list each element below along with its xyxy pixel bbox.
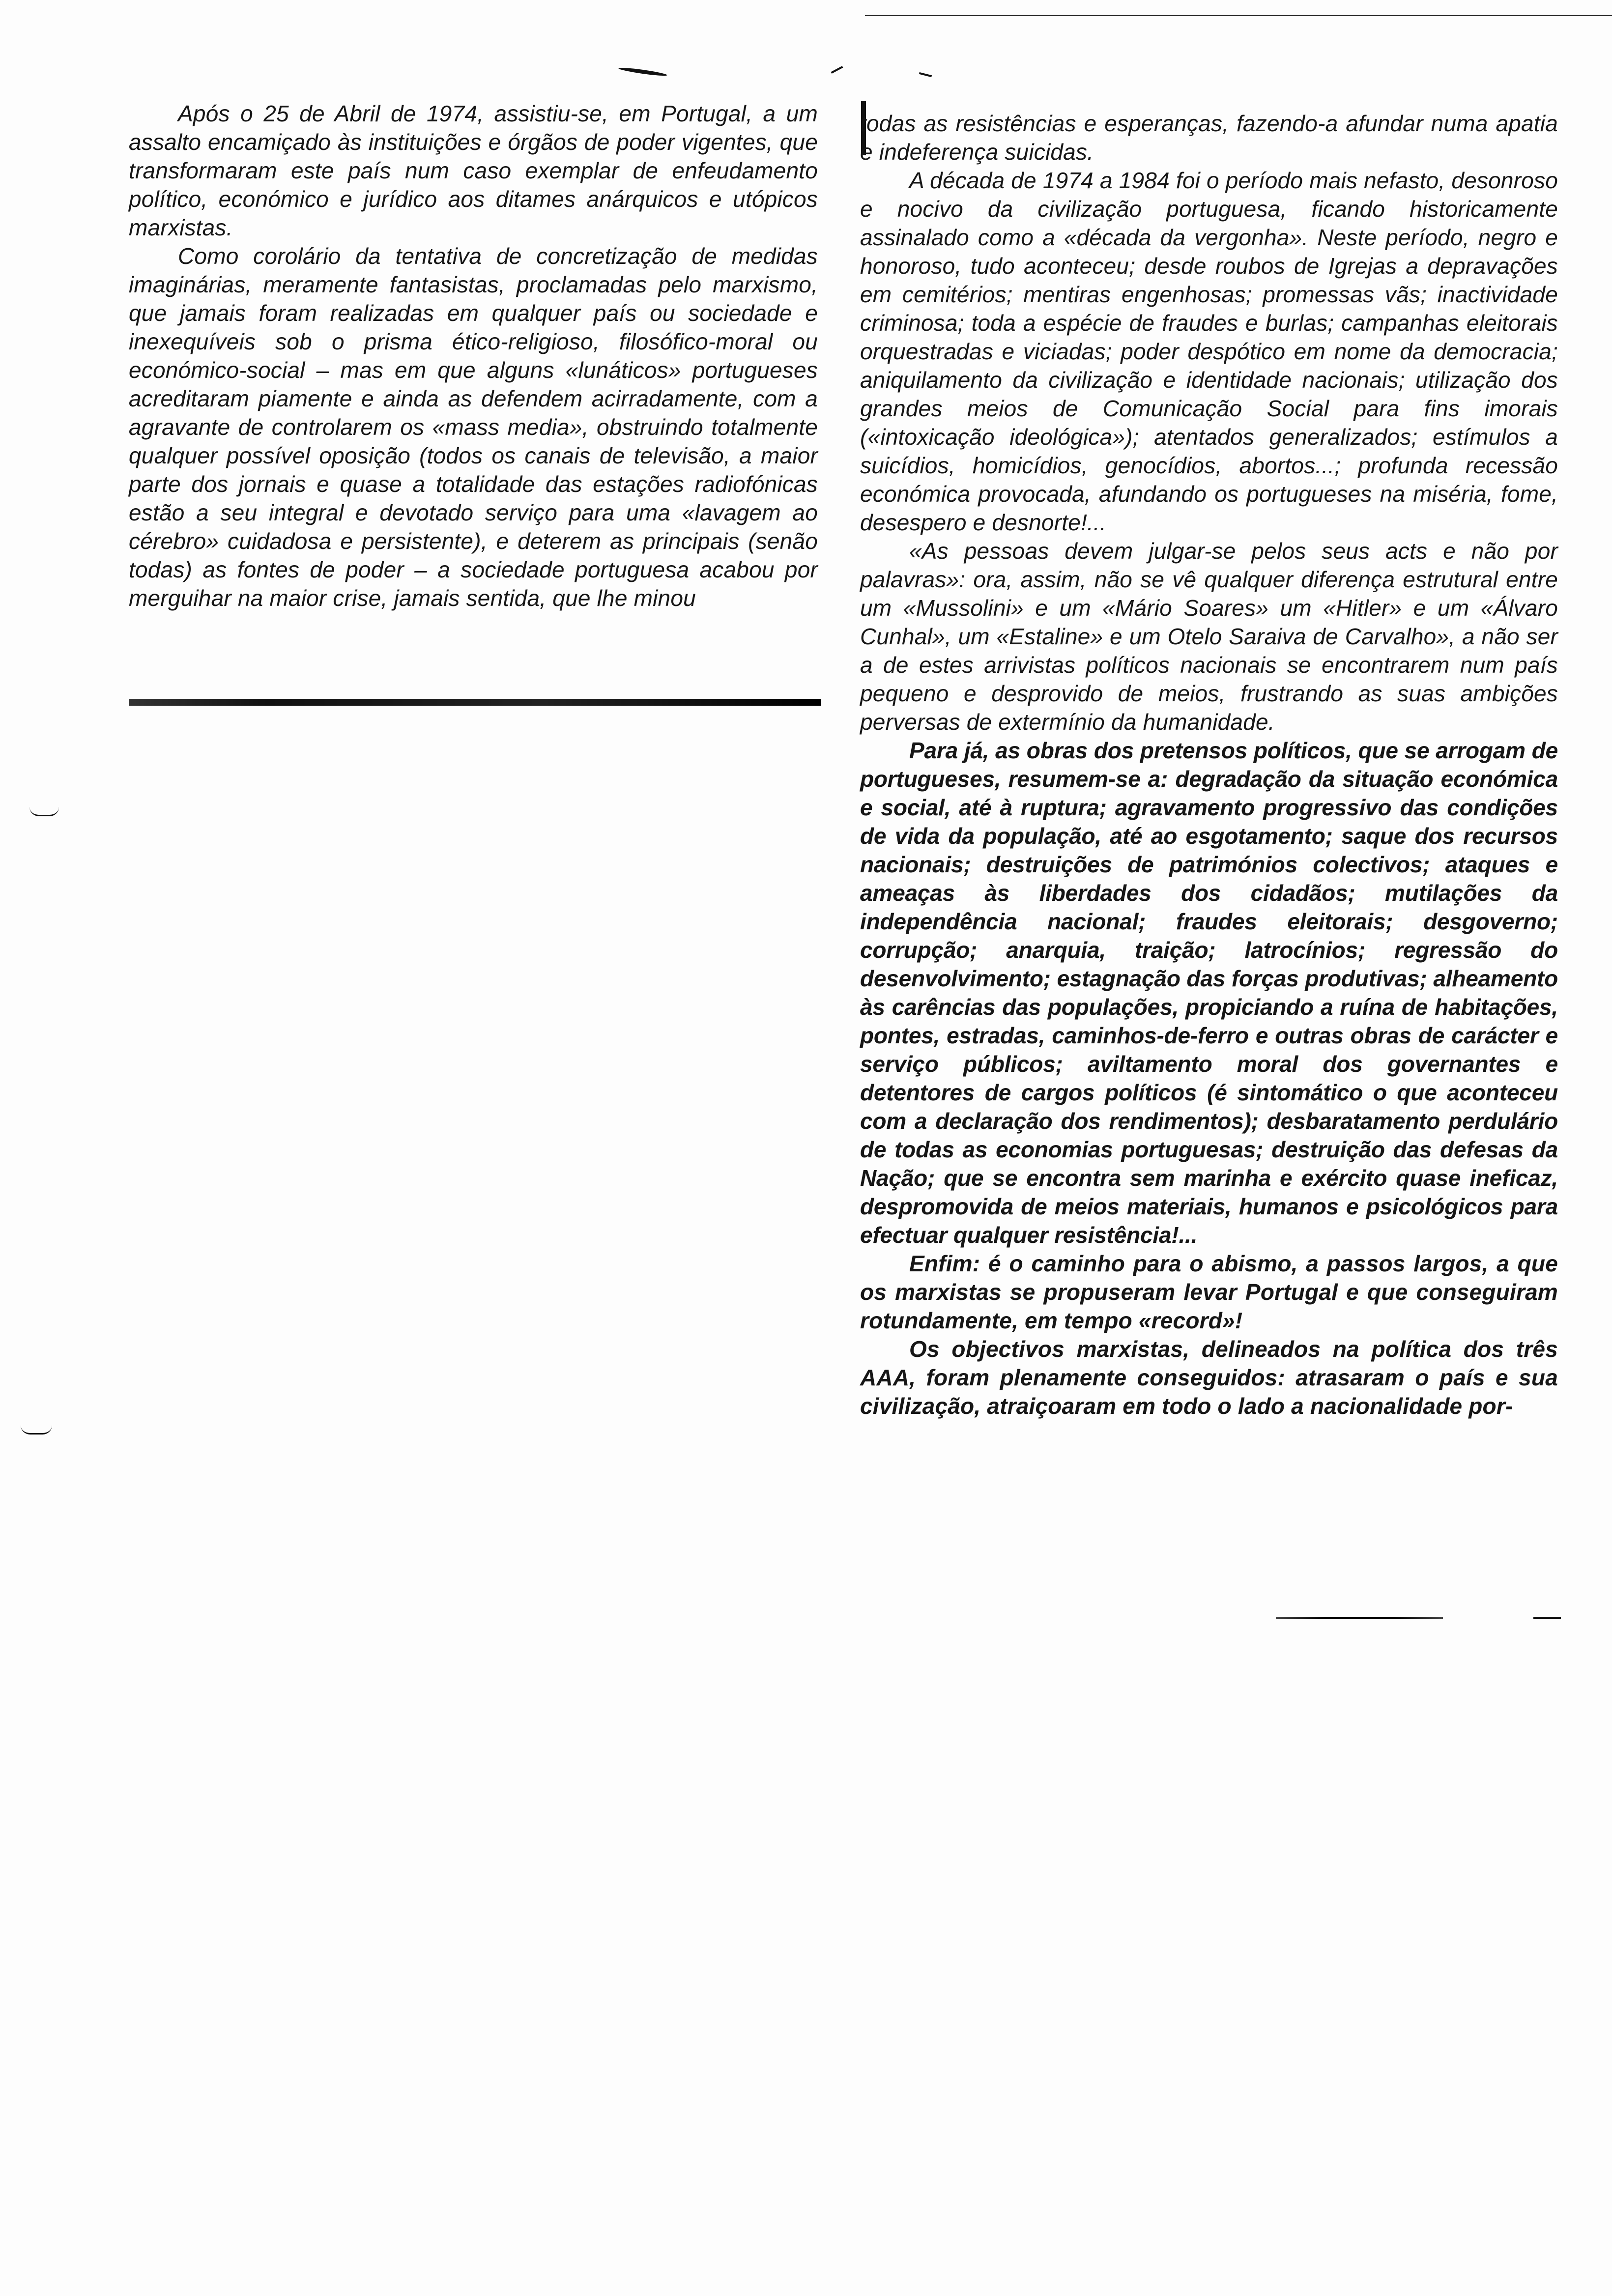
paragraph: Enfim: é o caminho para o abismo, a passos largos, a que os marxistas se propuseram levar Portugal e que conseguiram rotundamente, em tempo «record»! [860,1251,1558,1333]
paragraph: Os objectivos marxistas, delineados na política dos três AAA, foram plenamente conseguidos: atrasaram o país e sua civilização, atraiçoaram em todo o lado a nacionalidade por- [860,1336,1558,1419]
paragraph: A década de 1974 a 1984 foi o período mais nefasto, desonroso e nocivo da civilização portuguesa, ficando historicamente assinalado como a «década da vergonha». Neste período, negro e honoroso, tudo aconteceu; desde roubos de Igrejas a depravações em cemitérios; mentiras engenhosas; promessas vãs; inactividade criminosa; toda a espécie de fraudes e burlas; campanhas eleitorais orquestradas e viciadas; poder despótico em nome da democracia; aniquilamento da civilização e identidade nacionais; utilização dos grandes meios de Comunicação Social para fins imorais («intoxicação ideológica»); atentados generalizados; estímulos a suicídios, homicídios, genocídios, abortos...; profunda recessão económica provocada, afundando os portugueses na miséria, fome, desespero e desnorte!... [860,168,1558,535]
scan-mark [919,72,932,77]
right-text-column [860,109,1558,1420]
paragraph: Como corolário da tentativa de concretização de medidas imaginárias, meramente fantasistas, proclamadas pelo marxismo, que jamais foram realizadas em qualquer país ou sociedade e inexequíveis sob o prisma ético-religioso, filosófico-moral ou económico-social – mas em que alguns «lunáticos» portugueses acreditaram piamente e ainda as defendem acirradamente, com a agravante de controlarem os «mass media», obstruindo totalmente qualquer possível oposição (todos os canais de televisão, a maior parte dos jornais e quase a totalidade das estações radiofónicas estão a seu integral e devotado serviço para uma «lavagem ao cérebro» cuidadosa e persistente), e deterem as principais (senão todas) as fontes de poder – a sociedade portuguesa acabou por merguihar na maior crise, jamais sentida, que lhe minou [129,243,818,611]
scan-mark [831,66,843,74]
bottom-rule-line [1276,1617,1443,1619]
bottom-rule-dash [1533,1617,1561,1619]
scan-smudge [618,66,667,77]
paragraph: Após o 25 de Abril de 1974, assistiu-se, em Portugal, a um assalto encamiçado às instituições e órgãos de poder vigentes, que transformaram este país num caso exemplar de enfeudamento político, económico e jurídico aos ditames anárquicos e utópicos marxistas. [129,101,818,240]
left-text-column [129,99,818,612]
margin-scan-mark [29,807,59,816]
column-end-rule [129,699,821,706]
margin-scan-mark [21,1425,52,1435]
paragraph: Para já, as obras dos pretensos políticos, que se arrogam de portugueses, resumem-se a: degradação da situação económica e social, até à ruptura; agravamento progressivo das condições de vida da população, até ao esgotamento; saque dos recursos nacionais; destruições de patrimónios colectivos; ataques e ameaças às liberdades dos cidadãos; mutilações da independência nacional; fraudes eleitorais; desgoverno; corrupção; anarquia, traição; latrocínios; regressão do desenvolvimento; estagnação das forças produtivas; alheamento às carências das populações, propiciando a ruína de habitações, pontes, estradas, caminhos-de-ferro e outras obras de carácter e serviço públicos; aviltamento moral dos governantes e detentores de cargos políticos (é sintomático o que aconteceu com a declaração dos rendimentos); desbaratamento perdulário de todas as economias portuguesas; destruição das defesas da Nação; que se encontra sem marinha e exército quase ineficaz, despromovida de meios materiais, humanos e psicológicos para efectuar qualquer resistência!... [860,738,1558,1248]
paragraph: todas as resistências e esperanças, fazendo-a afundar numa apatia e indeferença suicidas. [860,111,1558,165]
paragraph: «As pessoas devem julgar-se pelos seus acts e não por palavras»: ora, assim, não se vê qualquer diferença estrutural entre um «Mussolini» e um «Mário Soares» um «Hitler» e um «Álvaro Cunhal», um «Estaline» e um Otelo Saraiva de Carvalho», a não ser a de estes arrivistas políticos nacionais se encontrarem num país pequeno e desprovido de meios, frustrando as suas ambições perversas de extermínio da humanidade. [860,538,1558,735]
top-rule-line [865,15,1612,16]
